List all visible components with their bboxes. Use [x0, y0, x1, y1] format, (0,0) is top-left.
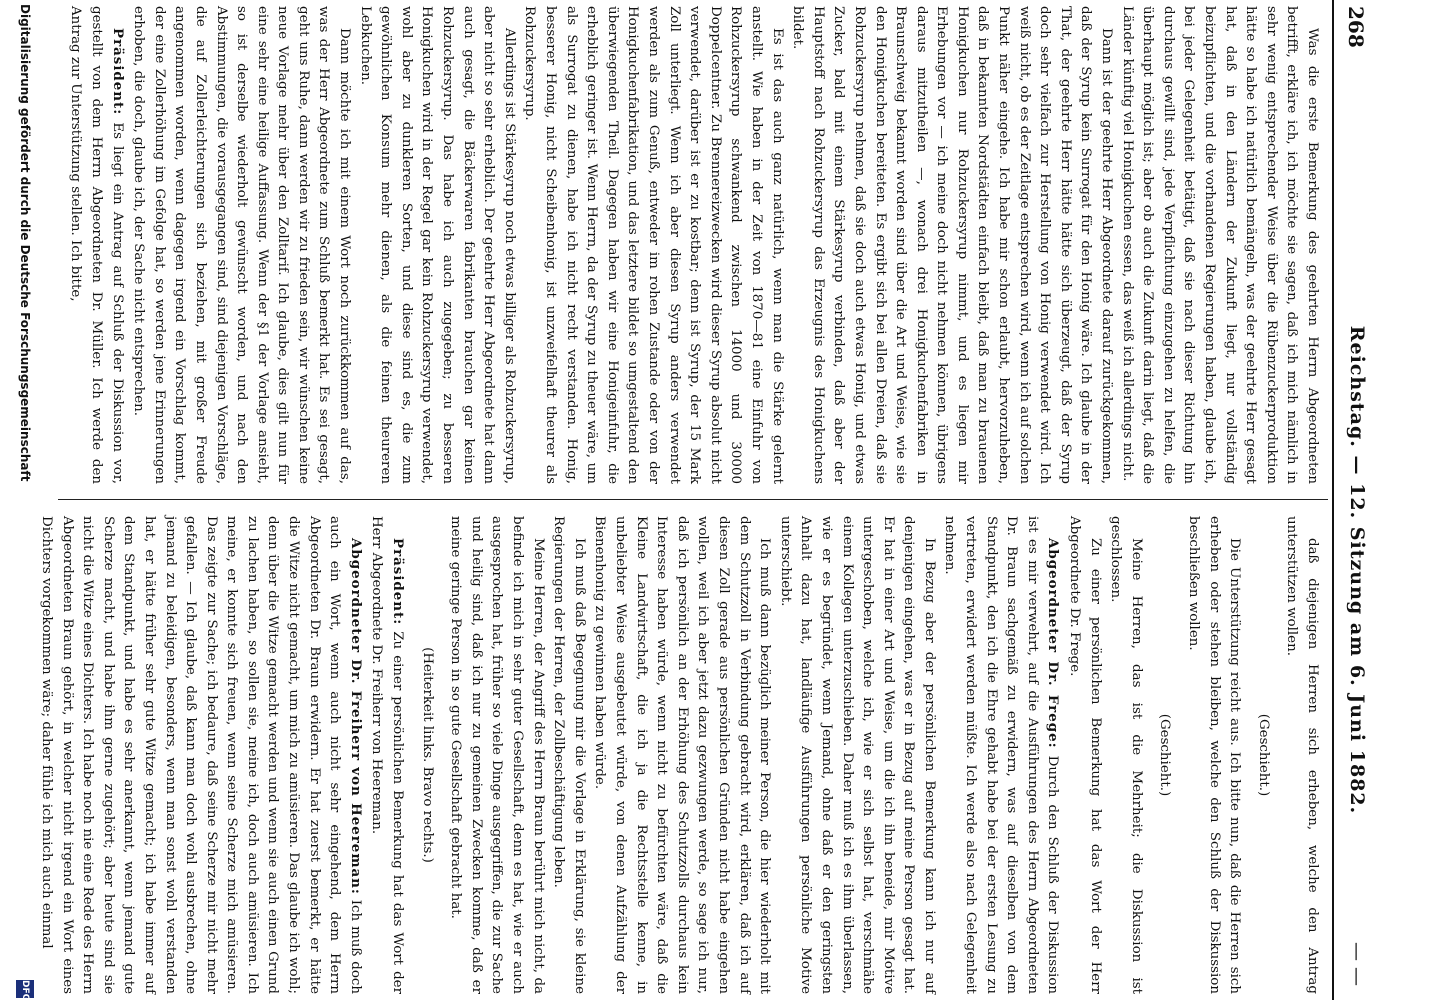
paragraph-text: daß diejenigen Herren sich erheben, welche den Antrag unterstützen wollen.: [1284, 516, 1320, 994]
footer-text: Digitalisierung gefördert durch die Deutsche Forschungsgemeinschaft: [18, 4, 32, 482]
paragraph: [35, 516, 366, 994]
speaker-name: Präsident:: [390, 538, 407, 626]
paragraph: [548, 516, 589, 994]
speaker-name: Abgeordneter Dr. Frege:: [1045, 538, 1062, 749]
stage-direction: [416, 516, 437, 994]
paragraph-text: (Heiterkeit links. Bravo rechts.): [419, 647, 435, 863]
page-title: Reichstag. — 12. Sitzung am 6. Juni 1882.: [1346, 325, 1368, 815]
paragraph: [589, 516, 774, 994]
paragraph: [1063, 516, 1104, 994]
paragraph: [65, 6, 128, 484]
paragraph-text: Zu einer persönlichen Bemerkung hat das Wort der Herr Abgeordnete Dr. Freiherr von Heereman.: [369, 516, 406, 994]
paragraph: [1281, 516, 1322, 994]
paragraph-text: (Geschieht.): [1255, 713, 1271, 797]
stage-direction: [1252, 516, 1273, 994]
paragraph-text: Meine Herren, der Angriff des Herrn Braun berührt mich nicht, da befinde ich mich in sehr guter Gesellschaft, denn es hat, wie er auch ausgesprochen hat, früher so viele Dinge ausgegriffen, die zur Sache und heilig sind, daß ich nur zu gemeinen Zwecken komme, daß er meine geringe Person in so gute Gesellschaft gebracht hat.: [448, 516, 546, 994]
paragraph: [445, 516, 548, 994]
paragraph: [787, 6, 1117, 484]
paragraph: [1116, 6, 1322, 484]
paragraph-text: (Geschieht.): [1157, 713, 1173, 797]
left-column: [65, 6, 1322, 484]
page-header: [1334, 0, 1380, 1000]
right-column: [35, 516, 1322, 994]
speaker-name: Präsident:: [109, 28, 126, 116]
paragraph-text: Dann ist der geehrte Herr Abgeordnete darauf zurückgekommen, daß der Syrup kein Surrogat für den Honig wäre. Ich glaube in der That, der geehrte Herr hätte hätte sich überzeugt, daß der Syrup doch sehr vielfach zur Herstellung von Honig verwendet wird. Ich weiß nicht, ob es der Zeitlage entsprechen wird, wenn ich auf solchen Punkt näher eingehe. Ich habe mir schon erlaubt, hervorzuheben, daß in bekannten Nordstädten einfach bleibt, daß man zu brauenen Honigkuchen nur Rohzuckersyrup nimmt, und es liegen mir Erhebungen vor — ich meine doch nicht nehmen können, übrigens daraus mitzutheilen —, wonach drei Honigkuchenfabriken in Braunschweig bekannt worden sind über die Art und Weise, wie sie den Honigkuchen bereiteten. Es ergibt sich bei allen Dreien, daß sie Rohzuckersyrup nehmen, daß sie doch auch etwas Honig, und etwas Zucker, bald mit einem Stärkesyrup verbinden, daß aber der Hauptstoff nach Rohzuckersyrup das Erzeugnis des Honigkuchens bildet.: [790, 6, 1115, 484]
paragraph-text: Dann möchte ich mit einem Wort noch zurückkommen auf das, was der Herr Abgeordnete zum Schluß bemerkt hat. Es sei gesagt, geht uns Ruhe, dann werden wir zu frieden sein, wir wünschen keine neue Vorlage mehr über den Zolltarif. Ich glaube, dies gilt nun für eine sehr eine heilige Auffassung. Wenn der §1 der Vorlage ansieht, so ist derselbe wiederholt gewünscht worden, und nach den Abstimmungen, die vorausgegangen sind, sind diejenigen Vorschläge, die auf Zollerleichterungen sich beziehen, mit großer Freude angenommen worden, wenn dagegen irgend ein Vorschlag kommt, der eine Zollerhöhung im Gefolge hat, so werden jene Erinnerungen erhoben, die doch, glaube ich, der Sache nicht entsprechen.: [131, 6, 353, 484]
paragraph: [128, 6, 355, 484]
paragraph: [1105, 516, 1146, 994]
footer: [4, 0, 40, 1000]
column-separator: [58, 499, 1328, 500]
paragraph-text: Durch den Schluß der Diskussion ist es mir verwehrt, auf die Ausführungen des Herrn Abgeordneten Dr. Braun sachgemäß zu erwidern, was auf dieselben von dem Standpunkt, den ich die Ehre gehabt habe bei der ersten Lesung zu vertreten, erwidert werden müßte. Ich werde also nach Gelegenheit nehmen.: [942, 516, 1061, 995]
header-rule: [1332, 0, 1334, 1000]
paragraph: [519, 6, 787, 484]
header-dash: — —: [1346, 941, 1368, 986]
dfg-logo: DFG: [16, 980, 34, 998]
paragraph-text: Allerdings ist Stärkesyrup noch etwas billiger als Rohzuckersyrup, aber nicht so sehr erheblich. Der geehrte Herr Abgeordnete hat dann auch gesagt, die Bäckerwaren fabrikanten brauchen gar keinen Rohzuckersyrup. Das habe ich auch zugegeben; zu besseren Honigkuchen wird in der Regel gar kein Rohzuckersyrup verwendet, wohl aber zu dunkleren Sorten, und diese sind es, die zum gewöhnlichen Konsum mehr dienen, als die feinen theureren Lebkuchen.: [357, 6, 517, 484]
paragraph-text: Ich muß daß Begegnung mir die Vorlage in Erklärung, sie kleine Regierungen der Herren, der Zollbeschäftigung leben.: [551, 516, 587, 994]
paragraph: [774, 516, 939, 994]
paragraph-text: Ich muß dann bezüglich meiner Person, die hier wiederholt mit dem Schutzzoll in Verbindung gebracht wird, erklären, daß ich auf diesen Zoll gerade aus persönlichen Gründen nicht habe eingehen wollen, weil ich aber jetzt dazu gezwungen werde, so sage ich nur, daß ich persönlich an der Erhöhung des Schutzzolls durchaus kein Interesse haben würde, wenn nicht zu befürchten wäre, daß die Kleine Landwirtschaft, die ich ja die Rechtsstelle kenne, in unbeliebter Weise ausgebeutet würde, von denen Aufzählung der Bienenhonig zu gewinnen haben würde.: [592, 516, 773, 994]
paragraph-text: Meine Herren, das ist die Mehrheit; die Diskussion ist geschlossen.: [1108, 516, 1144, 994]
speaker-name: Abgeordneter Dr. Freiherr von Heereman:: [347, 538, 364, 895]
paragraph: [939, 516, 1064, 994]
paragraph-text: Was die erste Bemerkung des geehrten Herrn Abgeordneten betrifft, erkläre ich, ich möchte sie sagen, daß ich mich nämlich in sehr wenig entsprechender Weise über die Rübenzuckerproduktion hätte so habe ich natürlich bemängeln, was der geehrte Herr gesagt hat, daß in den Ländern der Zukunft liegt, nur vollständig beizupflichten, und die vorhandenen Regierungen haben, glaube ich, bei jeder Gelegenheit betätigt, daß sie nach dieser Richtung hin durchaus gewillt sind, jede Verpflichtung einzugehen zu helfen, die überhaupt möglich ist; aber ob auch die Zukunft darin liegt, daß die Länder künftig viel Honigkuchen essen, das weiß ich allerdings nicht.: [1119, 6, 1320, 484]
paragraph: [1182, 516, 1244, 994]
page-number: 268: [1344, 6, 1368, 48]
paragraph-text: Ich muß doch auch ein Wort, wenn auch nicht sehr eingehend, dem Herrn Abgeordneten Dr. Braun erwidern. Er hat zuerst bemerkt, er hätte die Witze nicht gemacht, um mich zu amüsieren. Das glaube ich wohl; denn über die Witze gemacht werden und wenn sie auch einen Grund zu lachen haben, so sollen sie, meine ich, doch auch amüsieren. Ich meine, er konnte sich freuen, wenn seine Scherze mich amüsieren. Das zeigte zur Sache; ich bedaure, daß seine Scherze mir nicht mehr gefallen. — Ich glaube, daß kann man doch wohl ausbrechen, ohne jemand zu beleidigen, besonders, wenn man sonst wohl verstanden hat, er hätte früher sehr gute Witze gemacht; ich habe immer auf dem Standpunkt, und habe es sehr anerkannt, wenn jemand gute Scherze macht, und habe ihm gerne zugehört; aber heute sind sie nicht die Witze eines Dichters. Ich habe noch nie eine Rede des Herrn Abgeordneten Braun gehört, in welcher nicht irgend ein Wort eines Dichters vorgekommen wäre; daher fühle ich mich auch einmal: [38, 516, 363, 995]
paragraph-text: Die Unterstützung reicht aus. Ich bitte nun, daß die Herren sich erheben oder stehen bleiben, welche den Schluß der Diskussion beschließen wollen.: [1186, 516, 1243, 994]
paragraph-text: In Bezug aber der persönlichen Bemerkung kann ich nur auf denjenigen eingehen, was er in Bezug auf meine Person gesagt hat. Er hat in einer Art und Weise, um die ich ihn beneide, mir Motive untergeschoben, welche ich, wie er sich selbst hat, verschmähe einem Kollegen unterzuschieben. Daher muß ich es ihm überlassen, wie er es begründet, wenn Jemand, ohne daß er den geringsten Anhalt dazu hat, landläufige Ausführungen persönliche Motive unterschiebt.: [777, 516, 937, 994]
paragraph-text: Es liegt ein Antrag auf Schluß der Diskussion vor, gestellt von dem Herrn Abgeordneten Dr. Müller. Ich werde den Antrag zur Unterstützung stellen. Ich bitte,: [68, 6, 125, 484]
paragraph-text: Zu einer persönlichen Bemerkung hat das Wort der Herr Abgeordnete Dr. Frege.: [1067, 516, 1103, 994]
paragraph: [366, 516, 408, 994]
paragraph-text: Es ist das auch ganz natürlich, wenn man die Stärke gelernt anstellt. Wie haben in der Zeit von 1870—81 eine Einfuhr von Rohzuckersyrup schwankend zwischen 14000 und 30000 Doppelcentner. Zu Brennereizwecken wird dieser Syrup absolut nicht verwendet, darüber ist er zu kostbar; denn ist Syrup, der 15 Mark Zoll unterliegt. Wenn ich aber diesen Syrup anders verwendet werden als zum Genuß, entweder im rohen Zustande oder von der Honigkuchenfabrikation, und das letztere bildet so umgestaltend den überwiegenden Theil. Dagegen haben wir eine Honigeinfuhr, die erheblich geringer ist. Wenn Herrn, da der Syrup zu theuer wäre, um als Surrogat zu dienen, habe ich nicht recht verstanden. Honig, besserer Honig, nicht Scheibenhonig, ist unzweifelhaft theurer als Rohzuckersyrup.: [522, 6, 785, 484]
paragraph: [354, 6, 519, 484]
stage-direction: [1154, 516, 1175, 994]
